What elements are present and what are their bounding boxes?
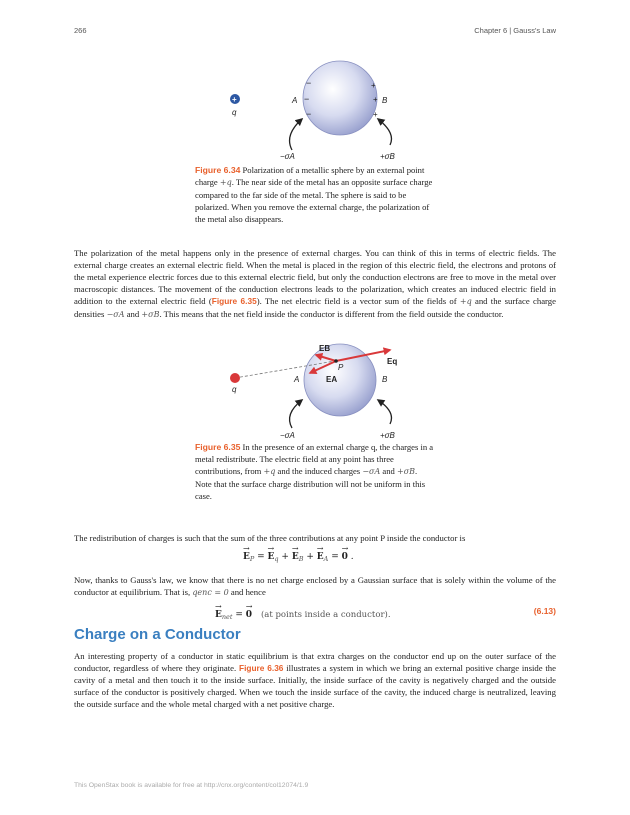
svg-text:+: + (371, 81, 376, 90)
sigma-b-arrow (378, 119, 392, 145)
paragraph-charge-on-conductor: An interesting property of a conductor in static equilibrium is that extra charges on the conductor end up on the outer surface of the conductor, regardless of where they originate. Figure 6.36 illustrates a system in which we bring an external positive charge inside the cavity of a metal and then touch it to the inside surface. Initially, the inside surface of the cavity is negatively charged and the outside surface of the conductor is positively charged. When we touch the inside surface of the cavity, the induced charge is neutralized, leaving the outside surface and the whole metal charged with a net positive charge. (74, 651, 556, 709)
svg-text:−: − (306, 109, 312, 119)
figure-6-35-diagram (220, 340, 420, 445)
footer-note: This OpenStax book is available for free at http://cnx.org/content/col12074/1.9 (74, 782, 309, 789)
figure-6-35-caption: Figure 6.35 In the presence of an external charge q, the charges in a metal redistribute. The electric field at any point has three contributions, from +q and the induced charges −σA and +σB. Note that the surface charge distribution will not be uniform in this case. (195, 442, 434, 501)
paragraph-redistribution: The redistribution of charges is such that the sum of the three contributions at any point P inside the conductor is (74, 533, 466, 543)
equation-number: (6.13) (533, 606, 556, 616)
positive-charges (371, 81, 378, 119)
caption-label: Figure 6.34 (195, 165, 241, 175)
ea-label: EA (326, 375, 338, 384)
caption-label: Figure 6.35 (195, 442, 241, 452)
eq-label: Eq (387, 357, 398, 366)
figure-6-34-diagram (220, 55, 420, 165)
p-label: P (338, 363, 344, 372)
page-number: 266 (74, 26, 87, 35)
charge-label: q (232, 108, 237, 117)
paragraph-polarization: The polarization of the metal happens only in the presence of external charges. You can think of this in terms of electric fields. The external charge creates an external electric field. When the metal is placed in the region of this electric field, the electrons and protons of the metal experience electric forces due to this external electric field, but only the conduction electrons are free to move in the metal over macroscopic distances. The movement of the conduction electrons leads to the polarization, which creates an induced electric field in addition to the external electric field (Figure 6.35). The net electric field is a vector sum of the fields of +q and the surface charge densities −σA and +σB. This means that the net field inside the conductor is different from the field outside the conductor. (74, 248, 556, 319)
sigma-b-label: +σB (380, 431, 395, 440)
svg-text:−: − (304, 94, 310, 104)
point-charge (230, 373, 240, 383)
figure-6-36-link[interactable]: Figure 6.36 (239, 663, 284, 673)
charge-label: q (232, 385, 237, 394)
equation-field-sum: → $E_P$ = → $E_q$ + → $E_B$ + → $E_A$ = → 0 . (243, 552, 354, 563)
paragraph-gauss-law: Now, thanks to Gauss's law, we know that there is no net charge enclosed by a Gaussian surface that is solely within the volume of the conductor at equilibrium. That is, qenc = 0 and hence (74, 575, 556, 597)
eb-label: EB (319, 344, 331, 353)
label-a: A (292, 96, 298, 105)
label-b: B (382, 96, 388, 105)
caption-text: Polarization of a metallic sphere by an external point charge (195, 165, 425, 187)
positive-charge-sign: + (232, 95, 237, 104)
metal-sphere (303, 61, 377, 135)
caption-text: . The near side of the metal has an opposite surface charge compared to the far side of the metal. The sphere is said to be polarized. When you remove the external charge, the polarization of the metal also disappears. (195, 177, 433, 224)
caption-math: +q (219, 178, 232, 187)
figure-6-35-link[interactable]: Figure 6.35 (211, 296, 257, 306)
sigma-b-arrow (378, 400, 392, 424)
figure-6-34-caption (195, 164, 435, 225)
label-a: A (294, 375, 300, 384)
sigma-b-label: +σB (380, 152, 395, 161)
sigma-a-label: −σA (280, 152, 295, 161)
equation-net-field: → $E_{net}$ = → 0 (at points inside a conductor). (215, 610, 391, 621)
sigma-a-label: −σA (280, 431, 295, 440)
section-heading: Charge on a Conductor (74, 626, 241, 643)
sigma-a-arrow (290, 119, 302, 150)
chapter-title: Chapter 6 | Gauss's Law (474, 26, 556, 35)
sigma-a-arrow (290, 400, 302, 428)
label-b: B (382, 375, 388, 384)
svg-text:+: + (373, 110, 378, 119)
svg-text:−: − (306, 78, 312, 88)
svg-text:+: + (373, 95, 378, 104)
